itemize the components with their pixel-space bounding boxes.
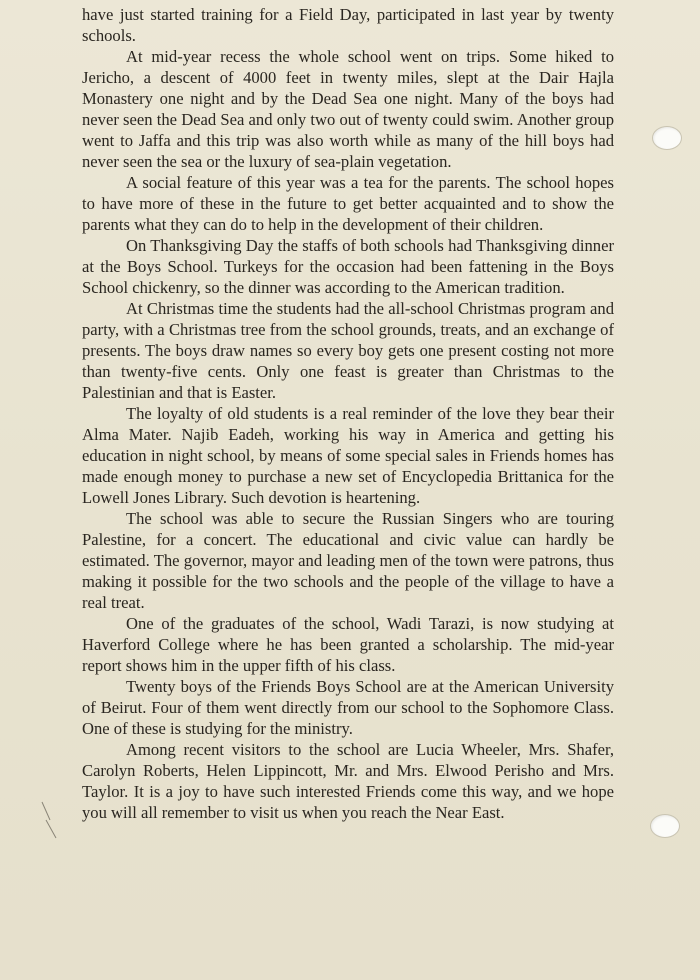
paragraph-graduate-haverford: One of the graduates of the school, Wadi Tarazi, is now studying at Haverford College where he has been granted a scholarship. The mid-year report shows him in the upper fifth of his class.	[82, 614, 614, 675]
paragraph-field-day: have just started training for a Field Day, participated in last year by twenty schools.	[82, 5, 614, 45]
paragraph-parents-tea: A social feature of this year was a tea for the parents. The school hopes to have more of these in the future to get better acquainted and to show the parents what they can do to help in the development of their children.	[82, 173, 614, 234]
paragraph-christmas: At Christmas time the students had the all-school Christmas program and party, with a Christmas tree from the school grounds, treats, and an exchange of presents. The boys draw names so every boy gets one present costing not more than twenty-five cents. Only one feast is greater than Christmas to the Palestinian and that is Easter.	[82, 299, 614, 402]
margin-pencil-mark	[40, 800, 60, 840]
paragraph-mid-year-trips: At mid-year recess the whole school went on trips. Some hiked to Jericho, a descent of 4000 feet in twenty miles, slept at the Dair Hajla Monastery one night and by the Dead Sea one night. Many of the boys had never seen the Dead Sea and only two out of twenty could swim. Another group went to Jaffa and this trip was also worth while as many of the hill boys had never seen the sea or the luxury of sea-plain vegetation.	[82, 47, 614, 171]
paragraph-old-students: The loyalty of old students is a real reminder of the love they bear their Alma Mater. Najib Eadeh, working his way in America and getting his education in night school, by means of some special sales in Friends homes has made enough money to purchase a new set of Encyclopedia Brittanica for the Lowell Jones Library. Such devotion is heartening.	[82, 404, 614, 507]
paragraph-beirut-university: Twenty boys of the Friends Boys School are at the American University of Beirut. Four of them went directly from our school to the Sophomore Class. One of these is studying for the ministry.	[82, 677, 614, 738]
paragraph-recent-visitors: Among recent visitors to the school are Lucia Wheeler, Mrs. Shafer, Carolyn Roberts, Helen Lippincott, Mr. and Mrs. Elwood Perisho and Mrs. Taylor. It is a joy to have such interested Friends come this way, and we hope you will all remember to visit us when you reach the Near East.	[82, 740, 614, 822]
paragraph-thanksgiving: On Thanksgiving Day the staffs of both schools had Thanksgiving dinner at the Boys School. Turkeys for the occasion had been fattening in the Boys School chickenry, so the dinner was according to the American tradition.	[82, 236, 614, 297]
body-text	[82, 4, 614, 823]
punch-hole-top	[652, 126, 682, 150]
paragraph-russian-singers: The school was able to secure the Russian Singers who are touring Palestine, for a concert. The educational and civic value can hardly be estimated. The governor, mayor and leading men of the town were patrons, thus making it possible for the two schools and the people of the village to have a real treat.	[82, 509, 614, 612]
punch-hole-bottom	[650, 814, 680, 838]
